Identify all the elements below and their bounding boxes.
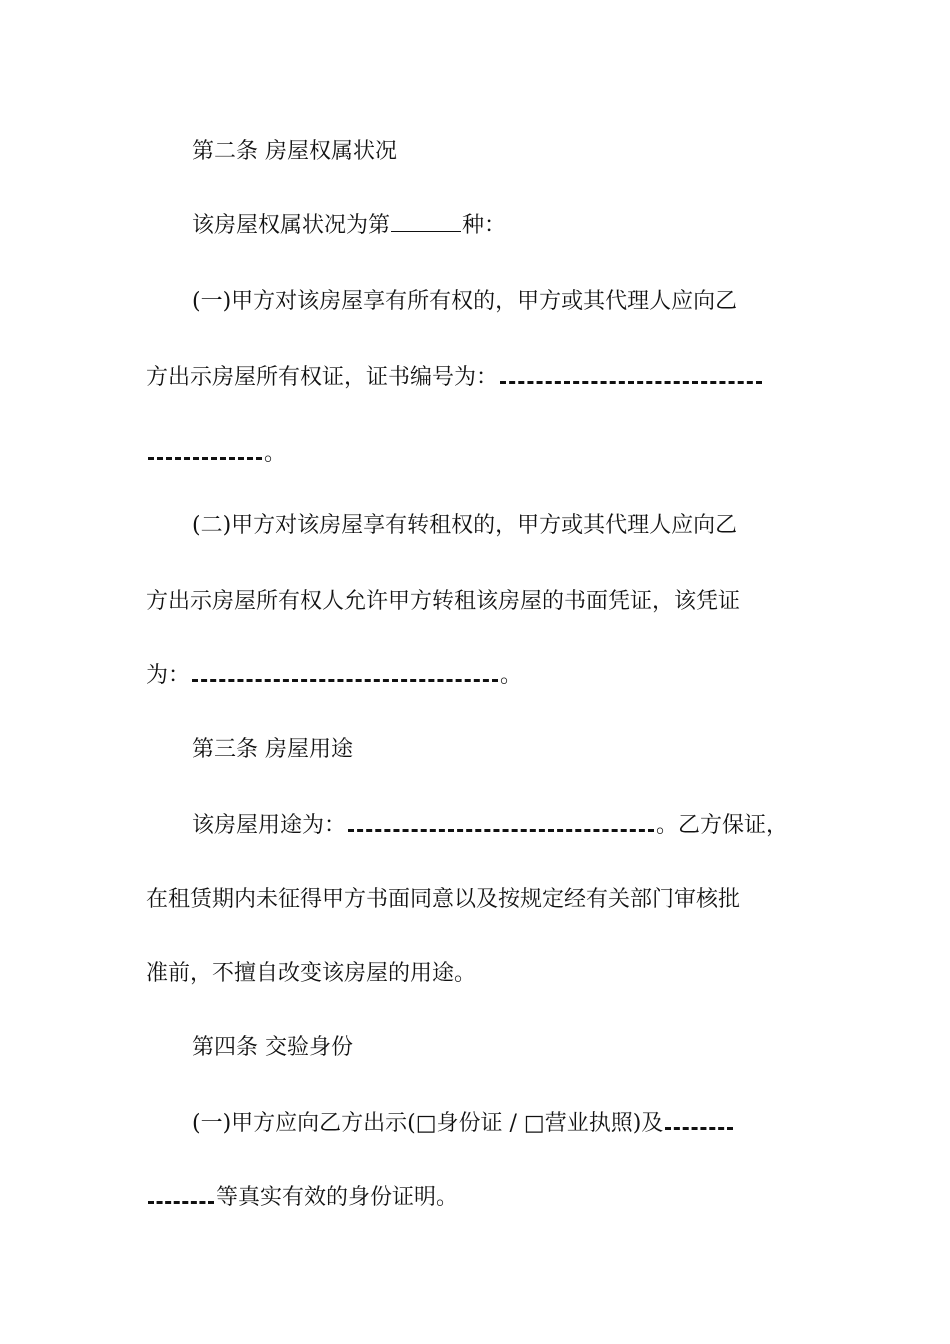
article-4-heading: 第四条 交验身份 xyxy=(192,1035,353,1060)
usage-blank[interactable] xyxy=(348,811,654,832)
ownership-status-line xyxy=(192,210,506,242)
certificate-number-blank[interactable] xyxy=(500,363,762,384)
item-1-line-2-text: 方出示房屋所有权证，证书编号为： xyxy=(146,365,499,390)
article-2-heading: 第二条 房屋权属状况 xyxy=(192,139,397,164)
identity-line-1-text: (一)甲方应向乙方出示(□身份证 / □营业执照)及 xyxy=(192,1111,664,1136)
identity-line-2-post: 等真实有效的身份证明。 xyxy=(216,1185,459,1210)
item-2-line-2: 方出示房屋所有权人允许甲方转租该房屋的书面凭证，该凭证 xyxy=(146,589,741,614)
usage-line-1 xyxy=(192,810,788,842)
item-1-line-1: (一)甲方对该房屋享有所有权的，甲方或其代理人应向乙 xyxy=(192,289,738,314)
identity-doc-blank-cont[interactable] xyxy=(148,1183,214,1204)
item-2-line-3-pre: 为： xyxy=(146,663,191,688)
item-1-line-3 xyxy=(146,438,286,470)
status-type-blank[interactable] xyxy=(391,213,461,232)
article-3-heading: 第三条 房屋用途 xyxy=(192,737,353,762)
usage-line-1-post: 。乙方保证， xyxy=(656,813,789,838)
item-1-end: 。 xyxy=(264,441,287,466)
identity-line-1 xyxy=(192,1108,735,1140)
usage-line-2: 在租赁期内未征得甲方书面同意以及按规定经有关部门审核批 xyxy=(146,887,741,912)
sublease-certificate-blank[interactable] xyxy=(192,661,498,682)
identity-line-2 xyxy=(146,1182,458,1214)
item-2-line-1: (二)甲方对该房屋享有转租权的，甲方或其代理人应向乙 xyxy=(192,513,738,538)
item-1-line-2 xyxy=(146,362,764,394)
usage-line-3: 准前，不擅自改变该房屋的用途。 xyxy=(146,961,477,986)
ownership-status-post: 种： xyxy=(462,213,507,238)
item-2-end: 。 xyxy=(500,663,523,688)
item-2-line-3 xyxy=(146,660,522,692)
usage-line-1-pre: 该房屋用途为： xyxy=(192,813,347,838)
ownership-status-pre: 该房屋权属状况为第 xyxy=(192,213,391,238)
certificate-number-blank-cont[interactable] xyxy=(148,439,262,460)
identity-doc-blank[interactable] xyxy=(665,1109,733,1130)
